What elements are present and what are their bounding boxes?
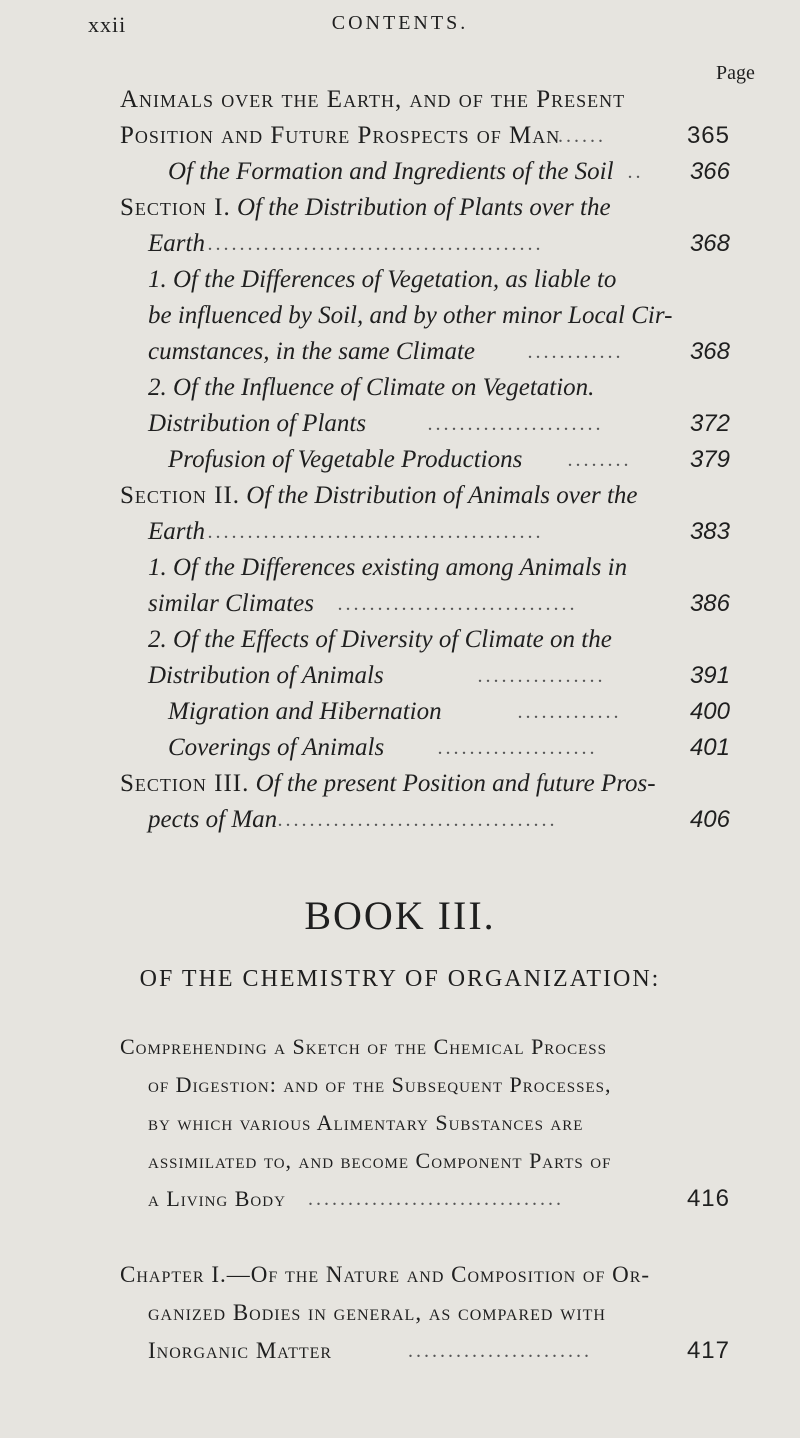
page-number: 368 — [689, 230, 730, 257]
book-description — [120, 1028, 730, 1218]
toc-entry: be influenced by Soil, and by other minor Local Cir- — [148, 302, 673, 329]
toc-entry: Distribution of Plants ...................... 372 — [120, 406, 730, 442]
toc-entry: Of the Formation and Ingredients of the Soil .. 366 — [120, 154, 730, 190]
page-number: 386 — [689, 590, 730, 617]
description-line: Comprehending a Sketch of the Chemical Process — [120, 1034, 607, 1059]
chapter-line: ganized Bodies in general, as compared with — [148, 1300, 606, 1325]
book-subtitle: OF THE CHEMISTRY OF ORGANIZATION: — [139, 966, 661, 992]
page-number: 383 — [689, 518, 730, 545]
running-title: CONTENTS. — [331, 12, 469, 34]
toc-entry: Migration and Hibernation ............. 400 — [120, 694, 730, 730]
toc-entry: Earth .......................................... 368 — [120, 226, 730, 262]
toc-entry: Section II. Of the Distribution of Animals over the — [120, 482, 638, 509]
chapter-line: Inorganic Matter ....................... 417 — [120, 1332, 730, 1370]
toc-entry: pects of Man ................................... 406 — [120, 802, 730, 838]
page-number: 416 — [686, 1185, 730, 1212]
page-number: 366 — [689, 158, 730, 185]
toc-entry: Section I. Of the Distribution of Plants over the — [120, 194, 611, 221]
description-line: assimilated to, and become Component Parts of — [148, 1148, 612, 1173]
description-line: of Digestion: and of the Subsequent Processes, — [148, 1072, 612, 1097]
page-number: 400 — [689, 698, 730, 725]
page-folio: xxii — [88, 12, 127, 37]
page-number: 368 — [689, 338, 730, 365]
toc-entry: cumstances, in the same Climate ............ 368 — [120, 334, 730, 370]
page-number: 417 — [686, 1337, 730, 1364]
toc-entry: Distribution of Animals ................ 391 — [120, 658, 730, 694]
toc-entry: Coverings of Animals .................... 401 — [120, 730, 730, 766]
toc-entry: 1. Of the Differences of Vegetation, as liable to — [148, 266, 617, 293]
toc-entry: Section III. Of the present Position and future Pros- — [120, 770, 656, 797]
toc-entry: 2. Of the Influence of Climate on Vegetation. — [148, 374, 595, 401]
page-header — [0, 6, 800, 40]
toc-entry: Earth .......................................... 383 — [120, 514, 730, 550]
toc-entry: Profusion of Vegetable Productions ........ 379 — [120, 442, 730, 478]
page-number: 391 — [689, 662, 730, 689]
toc-entry: 2. Of the Effects of Diversity of Climate on the — [148, 626, 612, 653]
description-line: a Living Body ................................ 416 — [120, 1180, 730, 1218]
toc-entry: Position and Future Prospects of Man ...... 365 — [120, 118, 730, 154]
contents-list — [120, 82, 730, 838]
page-number: 379 — [689, 446, 730, 473]
toc-entry: similar Climates .............................. 386 — [120, 586, 730, 622]
page-number: 406 — [689, 806, 730, 833]
page-number: 401 — [689, 734, 730, 761]
page-column-label: Page — [716, 62, 755, 84]
toc-entry: 1. Of the Differences existing among Animals in — [148, 554, 628, 581]
book-title: BOOK III. — [304, 893, 496, 938]
description-line: by which various Alimentary Substances are — [148, 1110, 584, 1135]
page-number: 372 — [689, 410, 730, 437]
toc-entry: Animals over the Earth, and of the Present — [120, 86, 626, 113]
page-number: 365 — [686, 122, 730, 149]
chapter-line: Chapter I.—Of the Nature and Composition of Or- — [120, 1262, 651, 1287]
chapter-entry — [120, 1256, 730, 1370]
